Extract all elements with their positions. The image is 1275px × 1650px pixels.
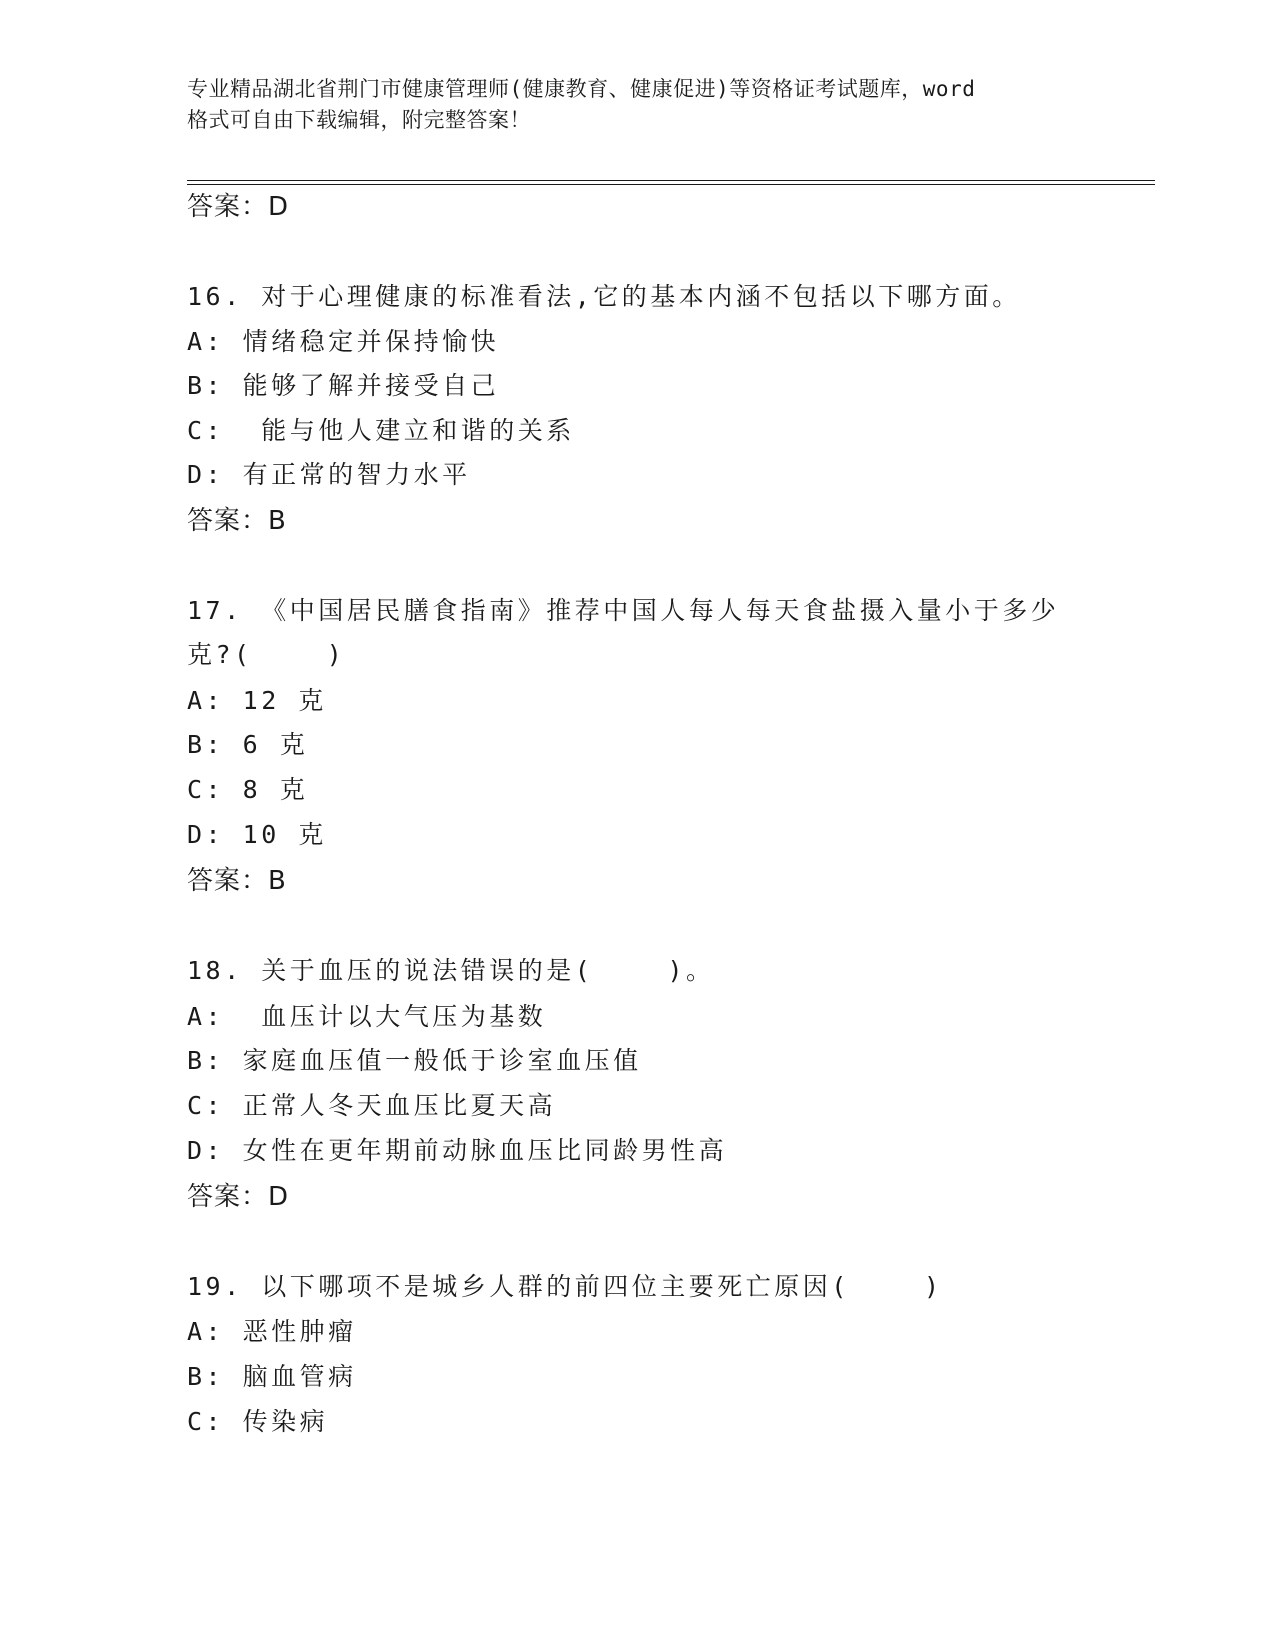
question-16-stem: 16. 对于心理健康的标准看法,它的基本内涵不包括以下哪方面。	[187, 282, 1021, 311]
question-18-stem: 18. 关于血压的说法错误的是( )。	[187, 956, 715, 985]
answer-15: 答案：D	[187, 192, 290, 222]
question-17-option-d: D: 10 克	[187, 820, 327, 849]
answer-18: 答案：D	[187, 1182, 290, 1212]
document-header	[187, 74, 1107, 136]
question-16-option-b: B: 能够了解并接受自己	[187, 371, 500, 400]
question-16-option-c: C: 能与他人建立和谐的关系	[187, 416, 575, 445]
question-18-option-c: C: 正常人冬天血压比夏天高	[187, 1091, 557, 1120]
question-16-option-d: D: 有正常的智力水平	[187, 460, 471, 489]
question-18-option-b: B: 家庭血压值一般低于诊室血压值	[187, 1046, 642, 1075]
question-19-option-a: A: 恶性肿瘤	[187, 1317, 357, 1346]
question-17-option-c: C: 8 克	[187, 775, 309, 804]
question-16-option-a: A: 情绪稳定并保持愉快	[187, 327, 500, 356]
header-line-2: 格式可自由下载编辑，附完整答案！	[187, 108, 531, 132]
header-divider-top	[187, 180, 1155, 181]
question-19-stem: 19. 以下哪项不是城乡人群的前四位主要死亡原因( )	[187, 1272, 943, 1301]
question-17-option-b: B: 6 克	[187, 730, 309, 759]
answer-17: 答案：B	[187, 866, 287, 896]
question-17-stem-line-1: 17. 《中国居民膳食指南》推荐中国人每人每天食盐摄入量小于多少	[187, 596, 1060, 625]
question-19-option-c: C: 传染病	[187, 1407, 329, 1436]
question-18-option-a: A: 血压计以大气压为基数	[187, 1002, 547, 1031]
answer-16: 答案：B	[187, 506, 287, 536]
question-18-option-d: D: 女性在更年期前动脉血压比同龄男性高	[187, 1136, 728, 1165]
header-divider-bottom	[187, 184, 1155, 185]
question-17-stem-line-2: 克?( )	[187, 640, 346, 669]
question-17-option-a: A: 12 克	[187, 686, 327, 715]
header-line-1: 专业精品湖北省荆门市健康管理师(健康教育、健康促进)等资格证考试题库，word	[187, 77, 976, 101]
question-19-option-b: B: 脑血管病	[187, 1362, 357, 1391]
